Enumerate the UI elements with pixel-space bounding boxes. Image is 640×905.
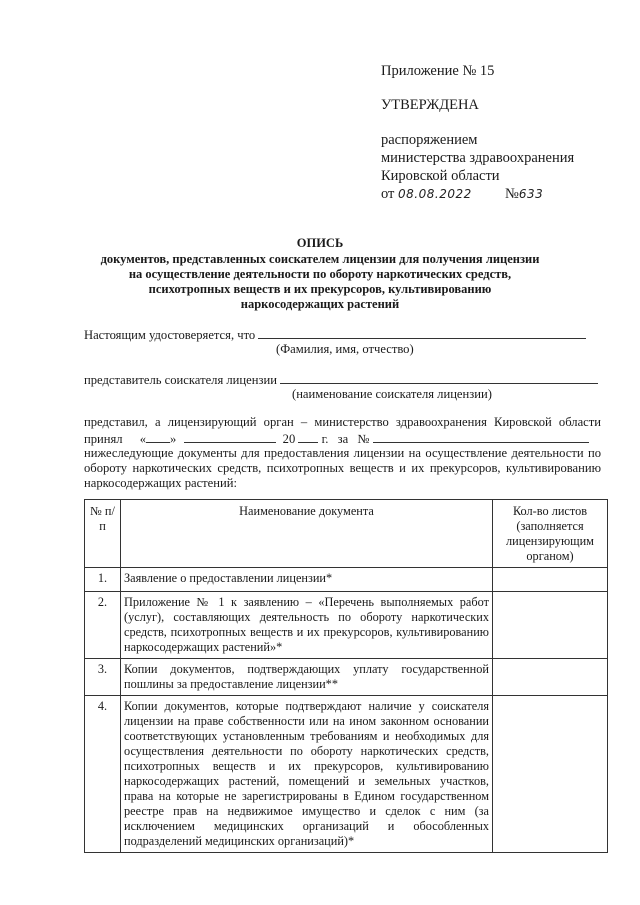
- accepted-label: принял: [84, 432, 123, 446]
- order-line-1: распоряжением: [381, 132, 478, 148]
- row-num: 2.: [85, 592, 121, 659]
- para-line-4: обороту наркотических средств, психотропных веществ и их прекурсоров, культивированию: [84, 461, 601, 475]
- representative-line: [84, 372, 598, 388]
- handwritten-number: 633: [518, 187, 544, 201]
- day-field[interactable]: [146, 431, 170, 443]
- representative-label: представитель соискателя лицензии: [84, 373, 277, 387]
- fio-field[interactable]: [258, 327, 586, 339]
- order-line-2: министерства здравоохранения: [381, 150, 575, 166]
- row-num: 4.: [85, 696, 121, 853]
- applicant-caption: (наименование соискателя лицензии): [292, 387, 492, 401]
- header-num: № п/п: [85, 500, 121, 568]
- table-row: [85, 568, 608, 592]
- table-header-row: [85, 500, 608, 568]
- row-count-cell[interactable]: [493, 592, 608, 659]
- fio-caption: (Фамилия, имя, отчество): [276, 342, 414, 356]
- row-name: Приложение № 1 к заявлению – «Перечень выполняемых работ (услуг), составляющих деятельность по обороту наркотических средств, психотропных веществ и их прекурсоров, культивированию наркосодержащих растений»*: [121, 592, 493, 659]
- row-name: Заявление о предоставлении лицензии*: [121, 568, 493, 592]
- row-name: Копии документов, подтверждающих уплату государственной пошлины за предоставление лицензии**: [121, 659, 493, 696]
- para-line-3: нижеследующие документы для предоставления лицензии на осуществление деятельности по: [84, 446, 601, 460]
- order-line-3: Кировской области: [381, 168, 500, 184]
- row-name: Копии документов, которые подтверждают наличие у соискателя лицензии на праве собственности или на ином законном основании соответствующих установленным требованиям и необходимых для осуществления деятельности по обороту наркотических средств, психотропных веществ и их прекурсоров, культивированию наркосодержащих растений, помещений и земельных участков, права на которые не зарегистрированы в Едином государственном реестре прав на недвижимое имущество и сделок с ним (за исключением медицинских организаций и обособленных подразделений медицинских организаций)*: [121, 696, 493, 853]
- para-line-2: принял « » 20 г. за №: [84, 431, 601, 447]
- row-count-cell[interactable]: [493, 568, 608, 592]
- header-name: Наименование документа: [121, 500, 493, 568]
- row-count-cell[interactable]: [493, 696, 608, 853]
- order-date-line: [381, 185, 543, 203]
- year-field[interactable]: [298, 431, 318, 443]
- title-line-4: наркосодержащих растений: [240, 297, 400, 311]
- documents-table: [84, 499, 608, 853]
- table-row: [85, 659, 608, 696]
- certify-label: Настоящим удостоверяется, что: [84, 328, 256, 342]
- certify-line: [84, 327, 586, 343]
- title-line-3: психотропных веществ и их прекурсоров, культивированию: [148, 282, 492, 296]
- row-num: 3.: [85, 659, 121, 696]
- para-line-1: представил, а лицензирующий орган – министерство здравоохранения Кировской области: [84, 415, 601, 429]
- table-row: [85, 592, 608, 659]
- registration-number-field[interactable]: [373, 431, 589, 443]
- applicant-field[interactable]: [280, 372, 598, 384]
- title-line-1: документов, представленных соискателем лицензии для получения лицензии: [100, 252, 540, 266]
- header-count: Кол-во листов (заполняется лицензирующим органом): [493, 500, 608, 568]
- annex-number: Приложение № 15: [381, 63, 495, 79]
- handwritten-date: 08.08.2022: [398, 187, 472, 201]
- title-line-2: на осуществление деятельности по обороту наркотических средств,: [128, 267, 512, 281]
- row-count-cell[interactable]: [493, 659, 608, 696]
- number-prefix: №: [505, 186, 519, 202]
- para-line-5: наркосодержащих растений:: [84, 476, 237, 490]
- approved-label: УТВЕРЖДЕНА: [381, 97, 479, 113]
- date-prefix: от: [381, 186, 395, 202]
- row-num: 1.: [85, 568, 121, 592]
- month-field[interactable]: [184, 431, 276, 443]
- table-row: [85, 696, 608, 853]
- document-heading: ОПИСЬ: [296, 236, 344, 250]
